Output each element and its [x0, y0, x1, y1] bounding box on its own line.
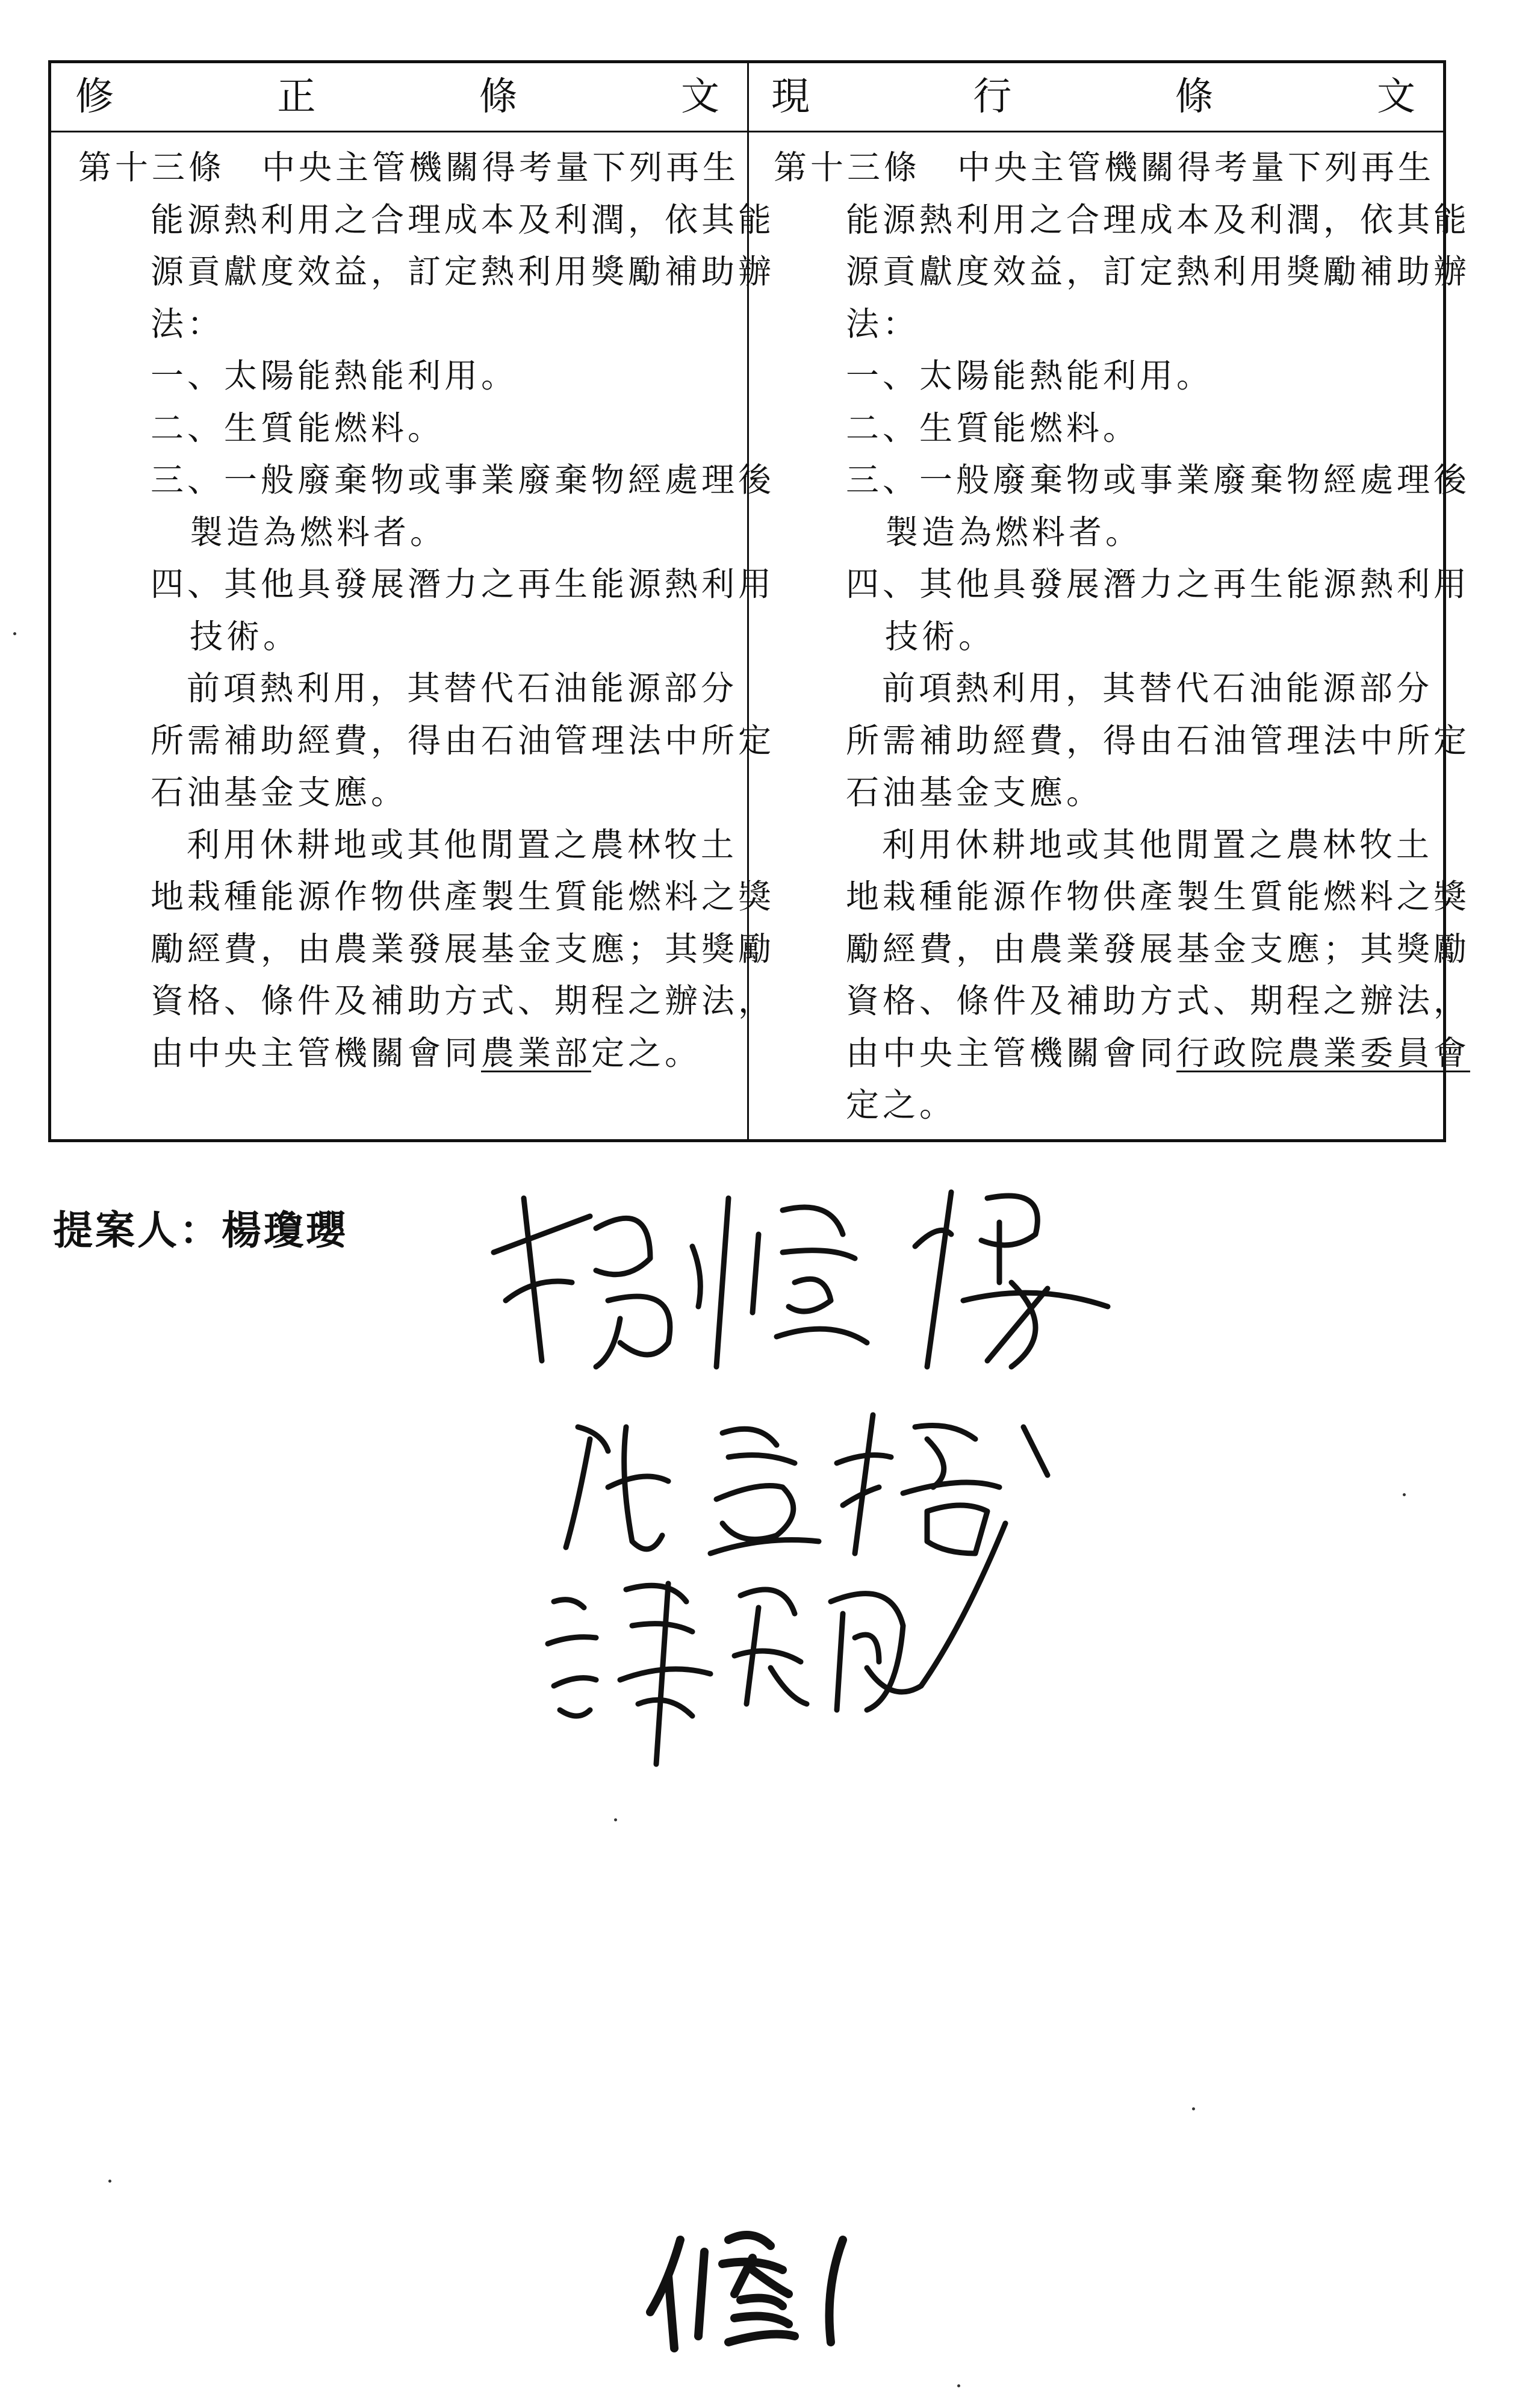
- list-item-continuation: 製造為燃料者。: [885, 512, 1143, 552]
- paragraph-line: 所需補助經費，得由石油管理法中所定: [151, 721, 775, 760]
- header-char: 正: [277, 75, 316, 119]
- article-line: 源貢獻度效益，訂定熱利用獎勵補助辦: [846, 252, 1471, 291]
- amended-phrase: 農業部: [481, 1033, 592, 1072]
- article-line: 第十三條 中央主管機關得考量下列再生: [774, 148, 1435, 187]
- paragraph-line: 地栽種能源作物供產製生質能燃料之獎: [151, 877, 775, 916]
- paragraph-line: 勵經費，由農業發展基金支應；其獎勵: [846, 929, 1471, 968]
- header-char: 現: [771, 75, 810, 119]
- scan-speck: [957, 2384, 960, 2387]
- paragraph-line: 定之。: [846, 1086, 957, 1124]
- article-line: 能源熱利用之合理成本及利潤，依其能: [846, 200, 1471, 239]
- paragraph-line: [78, 1027, 725, 1080]
- paragraph-line: 利用休耕地或其他閒置之農林牧土: [882, 825, 1433, 864]
- list-item-continuation: 製造為燃料者。: [190, 512, 447, 552]
- header-amended-text: [75, 63, 719, 131]
- article-line: 能源熱利用之合理成本及利潤，依其能: [151, 200, 775, 239]
- header-char: 修: [75, 75, 114, 119]
- scan-speck: [1403, 1493, 1406, 1496]
- header-char: 行: [973, 75, 1012, 119]
- amended-article-text: [78, 141, 775, 1079]
- list-item: 二、生質能燃料。: [151, 408, 445, 447]
- paragraph-line: 前項熱利用，其替代石油能源部分: [882, 669, 1433, 707]
- scan-speck: [614, 1818, 617, 1821]
- header-current-text: [771, 63, 1415, 131]
- page-stamp-xiu-1: [638, 2216, 867, 2354]
- scan-speck: [13, 632, 16, 635]
- text-run: 定之。: [591, 1033, 702, 1072]
- paragraph-line: 石油基金支應。: [846, 773, 1104, 812]
- paragraph-line: 資格、條件及補助方式、期程之辦法，: [151, 981, 775, 1020]
- header-char: 條: [479, 75, 518, 119]
- comparison-table: [48, 60, 1471, 1142]
- article-line: 第十三條 中央主管機關得考量下列再生: [78, 148, 740, 187]
- paragraph-line: 石油基金支應。: [151, 773, 408, 812]
- proposer-label: 提案人：楊瓊瓔: [53, 1207, 348, 1254]
- list-item-continuation: 技術。: [190, 617, 300, 656]
- list-item: 四、其他具發展潛力之再生能源熱利用: [846, 565, 1471, 603]
- article-line: 源貢獻度效益，訂定熱利用獎勵補助辦: [151, 252, 775, 291]
- paragraph-line: 前項熱利用，其替代石油能源部分: [187, 669, 738, 707]
- current-phrase: 行政院農業委員會: [1176, 1033, 1471, 1072]
- list-item: 三、一般廢棄物或事業廢棄物經處理後: [151, 461, 775, 499]
- header-char: 文: [680, 75, 719, 119]
- paragraph-line: 所需補助經費，得由石油管理法中所定: [846, 721, 1471, 760]
- list-item-continuation: 技術。: [885, 617, 996, 656]
- list-item: 一、太陽能熱能利用。: [846, 356, 1214, 395]
- text-run: 由中央主管機關會同: [846, 1033, 1177, 1072]
- text-run: 由中央主管機關會同: [151, 1033, 482, 1072]
- header-char: 條: [1175, 75, 1214, 119]
- current-article-text: [774, 141, 1471, 1131]
- list-item: 四、其他具發展潛力之再生能源熱利用: [151, 565, 775, 603]
- header-char: 文: [1376, 75, 1415, 119]
- scan-speck: [108, 2180, 111, 2183]
- signature-yang-chiung-ying: [470, 1162, 1132, 1391]
- paragraph-line: 勵經費，由農業發展基金支應；其獎勵: [151, 929, 775, 968]
- article-line: 法：: [151, 304, 225, 343]
- list-item: 三、一般廢棄物或事業廢棄物經處理後: [846, 461, 1471, 499]
- list-item: 一、太陽能熱能利用。: [151, 356, 518, 395]
- signature-hsu-yu-chen: [530, 1505, 1048, 1782]
- paragraph-line: 資格、條件及補助方式、期程之辦法，: [846, 981, 1471, 1020]
- paragraph-line: 地栽種能源作物供產製生質能燃料之獎: [846, 877, 1471, 916]
- article-line: 法：: [846, 304, 920, 343]
- paragraph-line: 利用休耕地或其他閒置之農林牧土: [187, 825, 738, 864]
- list-item: 二、生質能燃料。: [846, 408, 1140, 447]
- paragraph-line: [774, 1027, 1471, 1080]
- header-divider: [51, 131, 1443, 132]
- scan-speck: [1192, 2107, 1195, 2110]
